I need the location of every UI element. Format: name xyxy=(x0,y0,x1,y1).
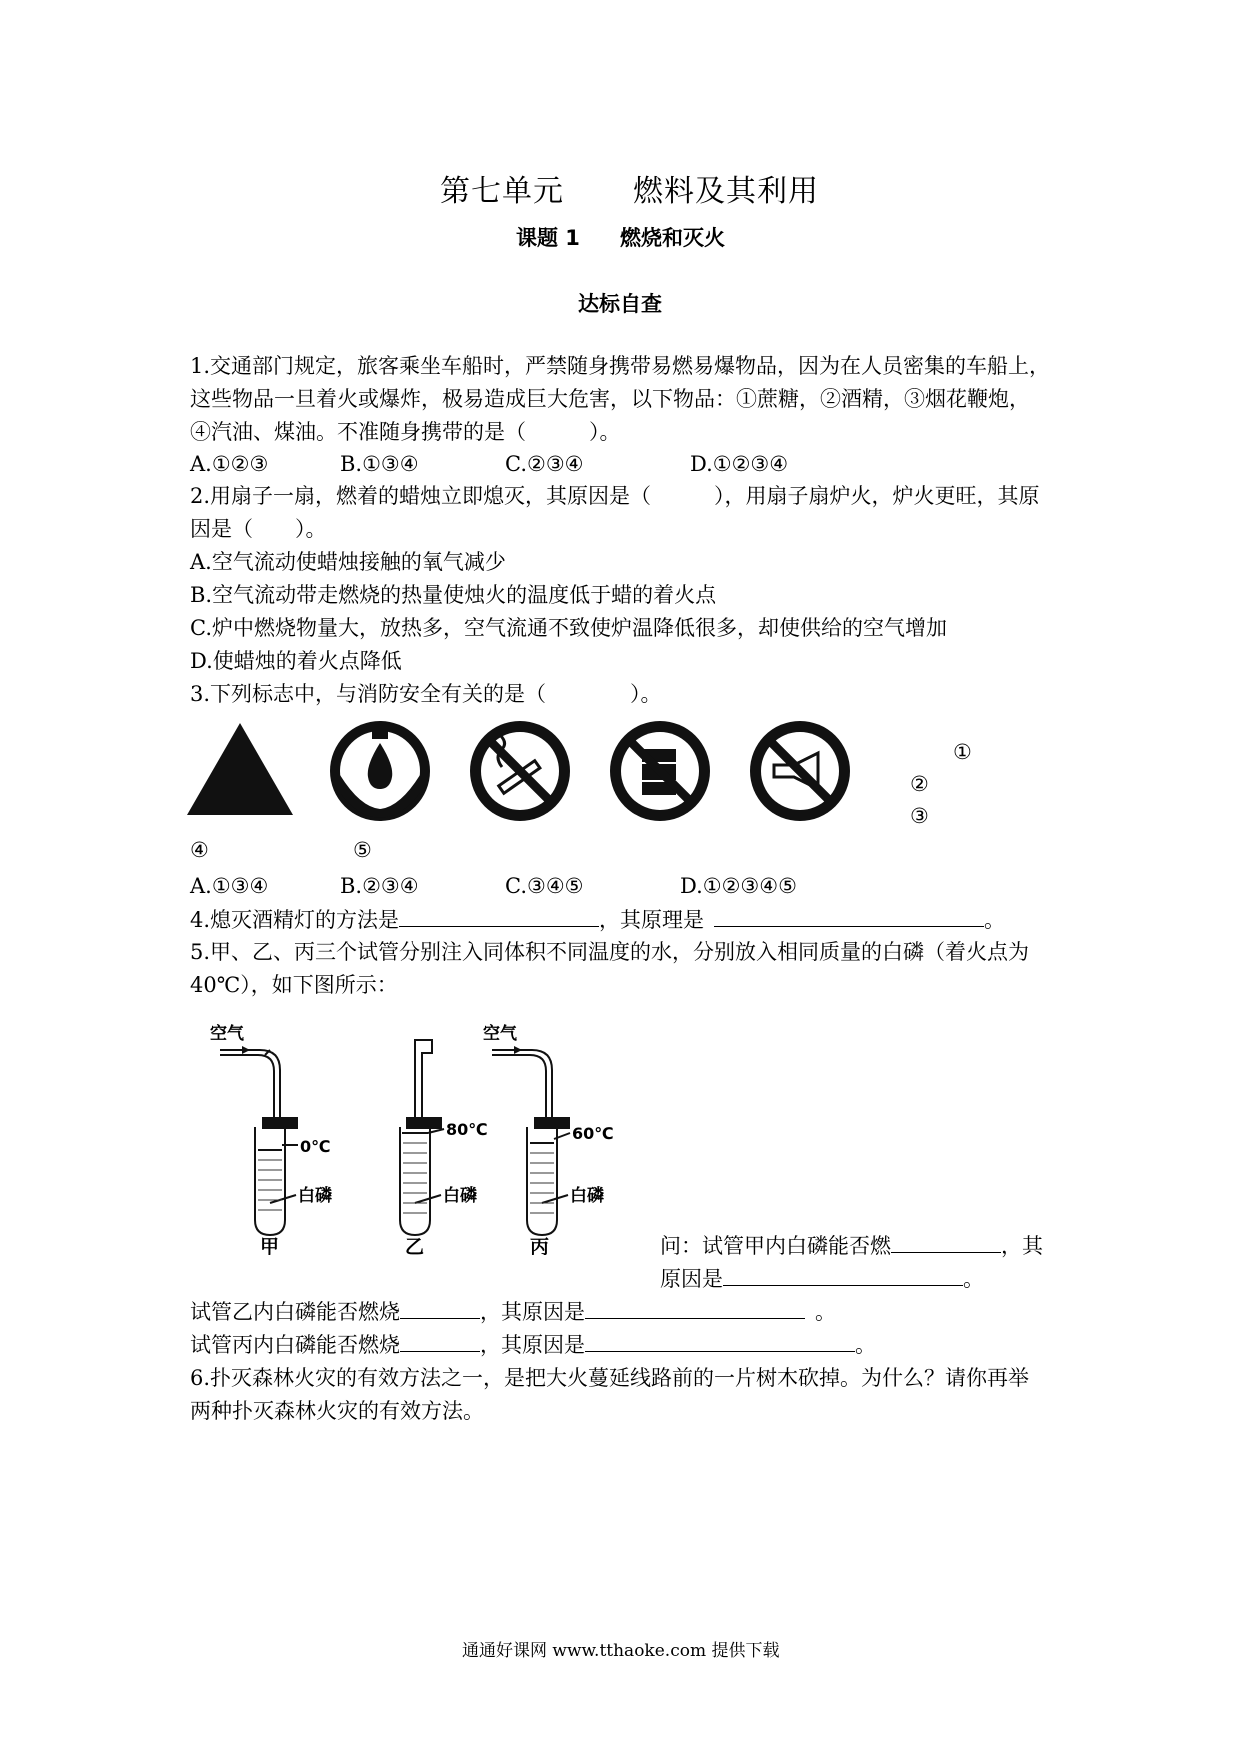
q2-line-2: 因是（ ）。 xyxy=(190,517,327,541)
q5-yi-line xyxy=(190,1296,836,1329)
q3-option-c: C.③④⑤ xyxy=(505,874,584,898)
q5-bing-reason-blank[interactable] xyxy=(585,1329,855,1352)
q5-yi-reason-blank[interactable] xyxy=(585,1296,805,1319)
unit-title: 燃料及其利用 xyxy=(633,174,819,209)
substance-bing: 白磷 xyxy=(570,1186,604,1206)
q3-option-a: A.①③④ xyxy=(190,874,269,898)
lesson-label: 课题 1 xyxy=(516,226,580,250)
q3-option-b: B.②③④ xyxy=(340,874,419,898)
q4-principle-blank[interactable] xyxy=(714,904,984,927)
tube-yi xyxy=(400,1040,444,1235)
footer-credit: 通通好课网 www.tthaoke.com 提供下载 xyxy=(462,1641,780,1661)
q1-option-a: A.①②③ xyxy=(190,452,269,476)
q5-ask2-end: 。 xyxy=(963,1267,984,1291)
q5-jia-reason-blank[interactable] xyxy=(723,1263,963,1286)
q2-line-1: 2.用扇子一扇，燃着的蜡烛立即熄灭，其原因是（ ），用扇子扇炉火，炉火更旺，其原 xyxy=(190,484,1040,508)
q2-option-c: C.炉中燃烧物量大，放热多，空气流通不致使炉温降低很多，却使供给的空气增加 xyxy=(190,616,947,640)
section-title: 达标自查 xyxy=(578,292,662,316)
unit-label: 第七单元 xyxy=(440,174,564,209)
q6-line-2: 两种扑灭森林火灾的有效方法。 xyxy=(190,1399,484,1423)
q5-ask1-end: ，其 xyxy=(1001,1234,1043,1258)
q5-yi-middle: ，其原因是 xyxy=(480,1300,585,1324)
air-label-jia: 空气 xyxy=(210,1024,244,1044)
q5-bing-middle: ，其原因是 xyxy=(480,1333,585,1357)
sign-number-5: ⑤ xyxy=(353,838,372,862)
warning-triangle-icon xyxy=(187,723,293,815)
temp-bing: 60℃ xyxy=(572,1124,614,1143)
q3-signs xyxy=(185,715,885,830)
tube-name-yi: 乙 xyxy=(405,1236,425,1255)
air-label-bing: 空气 xyxy=(483,1024,517,1044)
q3-stem: 3.下列标志中，与消防安全有关的是（ ）。 xyxy=(190,682,662,706)
q5-ask2: 原因是 xyxy=(660,1267,723,1291)
q5-line-2: 40℃），如下图所示： xyxy=(190,973,398,997)
q5-bing-can-burn-blank[interactable] xyxy=(400,1329,480,1352)
sign-number-4: ④ xyxy=(190,838,209,862)
substance-jia: 白磷 xyxy=(298,1186,332,1206)
q1-line-2: 这些物品一旦着火或爆炸，极易造成巨大危害，以下物品：①蔗糖，②酒精，③烟花鞭炮， xyxy=(190,387,1030,411)
tube-name-jia: 甲 xyxy=(260,1236,280,1255)
sign-number-1: ① xyxy=(953,740,972,764)
q5-jia-can-burn-blank[interactable] xyxy=(891,1230,1001,1253)
q1-line-1: 1.交通部门规定，旅客乘坐车船时，严禁随身携带易燃易爆物品，因为在人员密集的车船上， xyxy=(190,354,1051,378)
q1-line-3: ④汽油、煤油。不准随身携带的是（ ）。 xyxy=(190,420,621,444)
q5-bing-prefix: 试管丙内白磷能否燃烧 xyxy=(190,1333,400,1357)
air-arrow-icon xyxy=(242,1046,522,1054)
tube-jia xyxy=(220,1050,298,1235)
q5-line-1: 5.甲、乙、丙三个试管分别注入同体积不同温度的水，分别放入相同质量的白磷（着火点为 xyxy=(190,940,1030,964)
water-drop-circle-icon xyxy=(330,721,430,821)
q4-end: 。 xyxy=(984,908,1006,932)
q3-option-d: D.①②③④⑤ xyxy=(680,874,797,898)
q5-ask-line-1 xyxy=(660,1230,1043,1263)
q2-option-a: A.空气流动使蜡烛接触的氧气减少 xyxy=(190,550,506,574)
q4-line xyxy=(190,904,1005,937)
q5-ask-line-2 xyxy=(660,1263,984,1296)
q5-bing-line xyxy=(190,1329,876,1362)
lesson-title: 燃烧和灭火 xyxy=(620,226,725,250)
no-smoking-icon xyxy=(470,721,570,821)
q5-ask1: 问：试管甲内白磷能否燃 xyxy=(660,1234,891,1258)
substance-yi: 白磷 xyxy=(443,1186,477,1206)
sign-number-2: ② xyxy=(910,772,929,796)
no-horn-icon xyxy=(750,721,850,821)
q5-yi-prefix: 试管乙内白磷能否燃烧 xyxy=(190,1300,400,1324)
q6-line-1: 6.扑灭森林火灾的有效方法之一，是把大火蔓延线路前的一片树木砍掉。为什么？请你再举 xyxy=(190,1366,1030,1390)
no-flammable-drum-icon xyxy=(610,721,710,821)
q5-yi-end: 。 xyxy=(815,1300,836,1324)
q4-middle: ，其原理是 xyxy=(599,908,705,932)
q2-option-b: B.空气流动带走燃烧的热量使烛火的温度低于蜡的着火点 xyxy=(190,583,717,607)
q5-yi-can-burn-blank[interactable] xyxy=(400,1296,480,1319)
test-tube-figure xyxy=(200,1015,660,1255)
tube-name-bing: 丙 xyxy=(530,1236,550,1255)
q1-option-b: B.①③④ xyxy=(340,452,419,476)
temp-jia: 0℃ xyxy=(300,1137,331,1156)
tube-bing xyxy=(492,1050,570,1235)
q5-bing-end: 。 xyxy=(855,1333,876,1357)
q2-option-d: D.使蜡烛的着火点降低 xyxy=(190,649,402,673)
q4-prefix: 4.熄灭酒精灯的方法是 xyxy=(190,908,400,932)
q4-method-blank[interactable] xyxy=(399,904,599,927)
q1-option-d: D.①②③④ xyxy=(690,452,789,476)
sign-number-3: ③ xyxy=(910,804,929,828)
q1-option-c: C.②③④ xyxy=(505,452,584,476)
temp-yi: 80℃ xyxy=(446,1120,488,1139)
